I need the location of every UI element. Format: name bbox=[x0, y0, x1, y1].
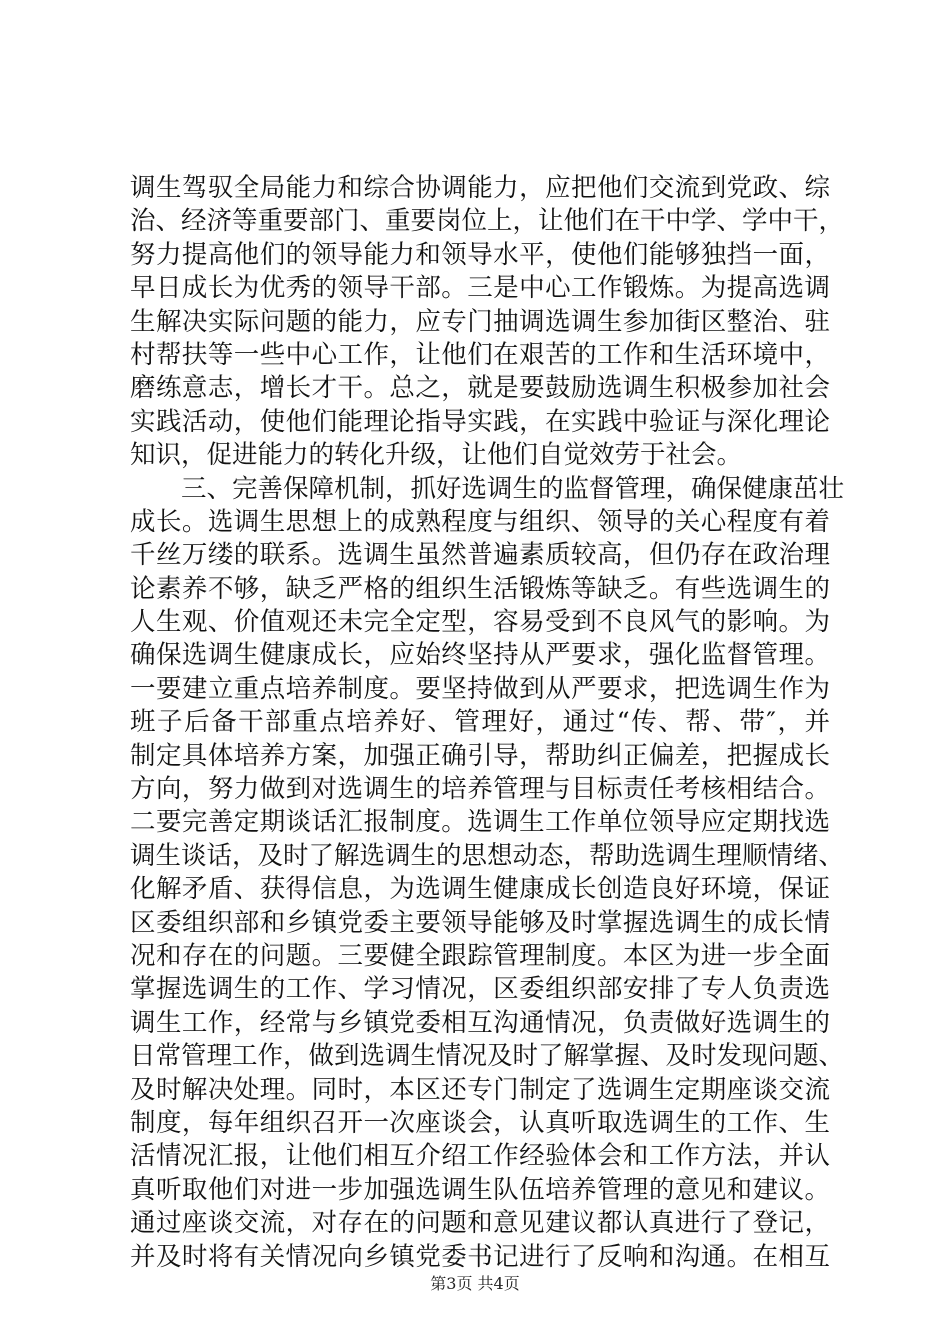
text-line: 调生工作，经常与乡镇党委相互沟通情况，负责做好选调生的 bbox=[130, 1007, 830, 1038]
text-line: 调生驾驭全局能力和综合协调能力，应把他们交流到党政、综 bbox=[130, 173, 830, 203]
text-line: 方向，努力做到对选调生的培养管理与目标责任考核相结合。 bbox=[130, 774, 830, 805]
text-line: 早日成长为优秀的领导干部。三是中心工作锻炼。为提高选调 bbox=[130, 273, 830, 304]
text-line: 制定具体培养方案，加强正确引导，帮助纠正偏差，把握成长 bbox=[130, 740, 830, 771]
text-line: 成长。选调生思想上的成熟程度与组织、领导的关心程度有着 bbox=[130, 506, 830, 537]
text-line: 生解决实际问题的能力，应专门抽调选调生参加街区整治、驻 bbox=[130, 306, 830, 337]
text-line: 论素养不够，缺乏严格的组织生活锻炼等缺乏。有些选调生的 bbox=[130, 573, 830, 604]
text-line: 二要完善定期谈话汇报制度。选调生工作单位领导应定期找选 bbox=[130, 807, 830, 838]
text-line: 况和存在的问题。三要健全跟踪管理制度。本区为进一步全面 bbox=[130, 940, 830, 971]
text-line: 村帮扶等一些中心工作，让他们在艰苦的工作和生活环境中， bbox=[130, 339, 830, 370]
body-text bbox=[130, 172, 845, 1274]
text-line: 区委组织部和乡镇党委主要领导能够及时掌握选调生的成长情 bbox=[130, 907, 830, 938]
text-line: 治、经济等重要部门、重要岗位上，让他们在干中学、学中干， bbox=[130, 206, 845, 237]
text-line: 三、完善保障机制，抓好选调生的监督管理，确保健康茁壮 bbox=[181, 473, 845, 504]
text-line: 掌握选调生的工作、学习情况，区委组织部安排了专人负责选 bbox=[130, 974, 830, 1005]
text-line: 千丝万缕的联系。选调生虽然普遍素质较高，但仍存在政治理 bbox=[130, 540, 830, 571]
text-line: 通过座谈交流，对存在的问题和意见建议都认真进行了登记， bbox=[130, 1208, 830, 1239]
text-line: 努力提高他们的领导能力和领导水平，使他们能够独挡一面， bbox=[130, 239, 830, 270]
text-line: 及时解决处理。同时，本区还专门制定了选调生定期座谈交流 bbox=[130, 1074, 830, 1105]
text-line: 班子后备干部重点培养好、管理好，通过“传、帮、带″，并 bbox=[130, 707, 830, 738]
text-line: 制度，每年组织召开一次座谈会，认真听取选调生的工作、生 bbox=[130, 1107, 830, 1138]
text-line: 实践活动，使他们能理论指导实践，在实践中验证与深化理论 bbox=[130, 406, 830, 437]
text-line: 磨练意志，增长才干。总之，就是要鼓励选调生积极参加社会 bbox=[130, 373, 830, 404]
text-line: 并及时将有关情况向乡镇党委书记进行了反响和沟通。在相互 bbox=[130, 1241, 830, 1272]
text-line: 真听取他们对进一步加强选调生队伍培养管理的意见和建议。 bbox=[130, 1174, 830, 1205]
text-line: 一要建立重点培养制度。要坚持做到从严要求，把选调生作为 bbox=[130, 673, 830, 704]
text-line: 确保选调生健康成长，应始终坚持从严要求，强化监督管理。 bbox=[130, 640, 830, 671]
text-line: 人生观、价值观还未完全定型，容易受到不良风气的影响。为 bbox=[130, 607, 830, 638]
text-line: 知识，促进能力的转化升级，让他们自觉效劳于社会。 bbox=[130, 440, 743, 471]
text-line: 活情况汇报，让他们相互介绍工作经验体会和工作方法，并认 bbox=[130, 1141, 830, 1172]
text-line: 调生谈话，及时了解选调生的思想动态，帮助选调生理顺情绪、 bbox=[130, 840, 845, 871]
text-line: 日常管理工作，做到选调生情况及时了解掌握、及时发现问题、 bbox=[130, 1041, 845, 1072]
page-footer: 第3页 共4页 bbox=[430, 1274, 520, 1293]
text-line: 化解矛盾、获得信息，为选调生健康成长创造良好环境，保证 bbox=[130, 874, 830, 905]
